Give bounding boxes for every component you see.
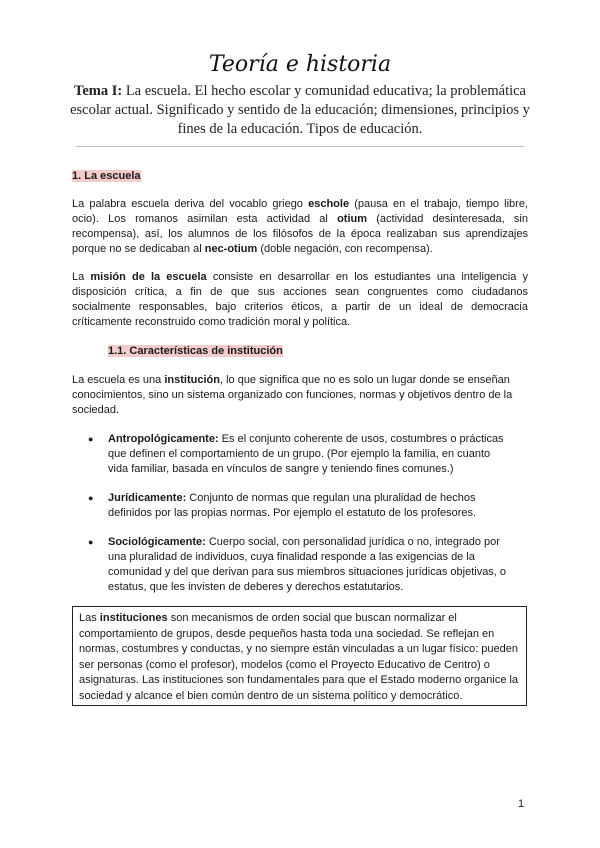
bullet-term: Sociológicamente: [108,536,206,548]
term-otium: otium [337,213,368,225]
document-subtitle [70,82,530,139]
text-run: La [72,271,91,283]
section-heading-1 [72,170,141,182]
text-run: son mecanismos de orden social que buscan normalizar el comportamiento de grupos, desde pequeños hasta toda una sociedad. Se reflejan en normas, costumbres y conductas, y no siempre están vinculadas a un lugar físico: pueden ser personas (como el profesor), modelos (como el Proyecto Educativo de Centro) o asignaturas. Las instituciones son fundamentales para que el Estado moderno organice la sociedad y alcance el bien común dentro de un sistema político y democrático. [79,612,519,702]
term-eschole: eschole [308,198,350,210]
term-mision: misión de la escuela [90,271,207,283]
bullet-text: Es el conjunto coherente de usos, costumbres o prácticas que definen el comportamiento de un grupo. (Por ejemplo la familia, en cuanto vida familiar, basada en vínculos de sangre y teniendo fines comunes.) [108,433,504,475]
text-run: (doble negación, con recompensa). [257,243,433,255]
section-heading-1-text: 1. La escuela [72,170,141,182]
bullet-item-juridicamente [88,491,508,521]
bullet-icon: ● [88,493,94,503]
paragraph-institution [72,373,528,418]
term-institucion: institución [164,374,220,386]
term-instituciones: instituciones [99,612,168,624]
bullet-icon: ● [88,434,94,444]
text-run: consiste en desarrollar en los estudiantes una inteligencia y disposición crítica, a fin de que sus acciones sean congruentes como ciudadanos socialmente responsables, bajo criterios éticos, a partir de un ideal de democracia críticamente reconstruido como tradición moral y política. [72,271,529,328]
text-run: (pausa en el trabajo, tiempo libre, ocio). Los romanos asimilan esta actividad al [72,198,528,225]
bullet-text: Conjunto de normas que regulan una pluralidad de hechos definidos por las propias normas. Por ejemplo el estatuto de los profesores. [108,492,477,519]
text-run: , lo que significa que no es solo un lugar donde se enseñan conocimientos, sino un sistema organizado con funciones, normas y objetivos dentro de la sociedad. [72,374,513,416]
subtitle-text: La escuela. El hecho escolar y comunidad educativa; la problemática escolar actual. Significado y sentido de la educación; dimensiones, principios y fines de la educación. Tipos de educación. [70,83,530,137]
bullet-text: Cuerpo social, con personalidad jurídica o no, integrado por una pluralidad de individuos, cuya finalidad responde a las exigencias de la comunidad y del que derivan para sus miembros situaciones jurídicas objetivas, o estatus, que les invisten de deberes y derechos estatutarios. [108,536,507,593]
subtitle-label: Tema I: [73,83,123,99]
text-run: Las [79,612,100,624]
page-number: 1 [518,798,525,810]
document-title: Teoría e historia [208,52,392,77]
definition-box [72,606,527,706]
bullet-item-sociologicamente [88,535,508,595]
term-nec-otium: nec-otium [204,243,258,255]
section-heading-1-1-text: 1.1. Características de institución [108,345,283,357]
text-run: (actividad desinteresada, sin recompensa), así, los alumnos de los filósofos de la época realizaban sus aprendizajes porque no se dedicaban al [72,213,528,255]
paragraph-etymology [72,197,528,257]
bullet-icon: ● [88,537,94,547]
paragraph-mission [72,270,528,330]
text-run: La escuela es una [72,374,165,386]
section-heading-1-1 [108,345,283,357]
bullet-term: Antropológicamente: [108,433,219,445]
bullet-term: Jurídicamente: [108,492,187,504]
text-run: La palabra escuela deriva del vocablo griego [72,198,309,210]
header-divider [76,146,524,147]
bullet-item-antropologicamente [88,432,508,477]
